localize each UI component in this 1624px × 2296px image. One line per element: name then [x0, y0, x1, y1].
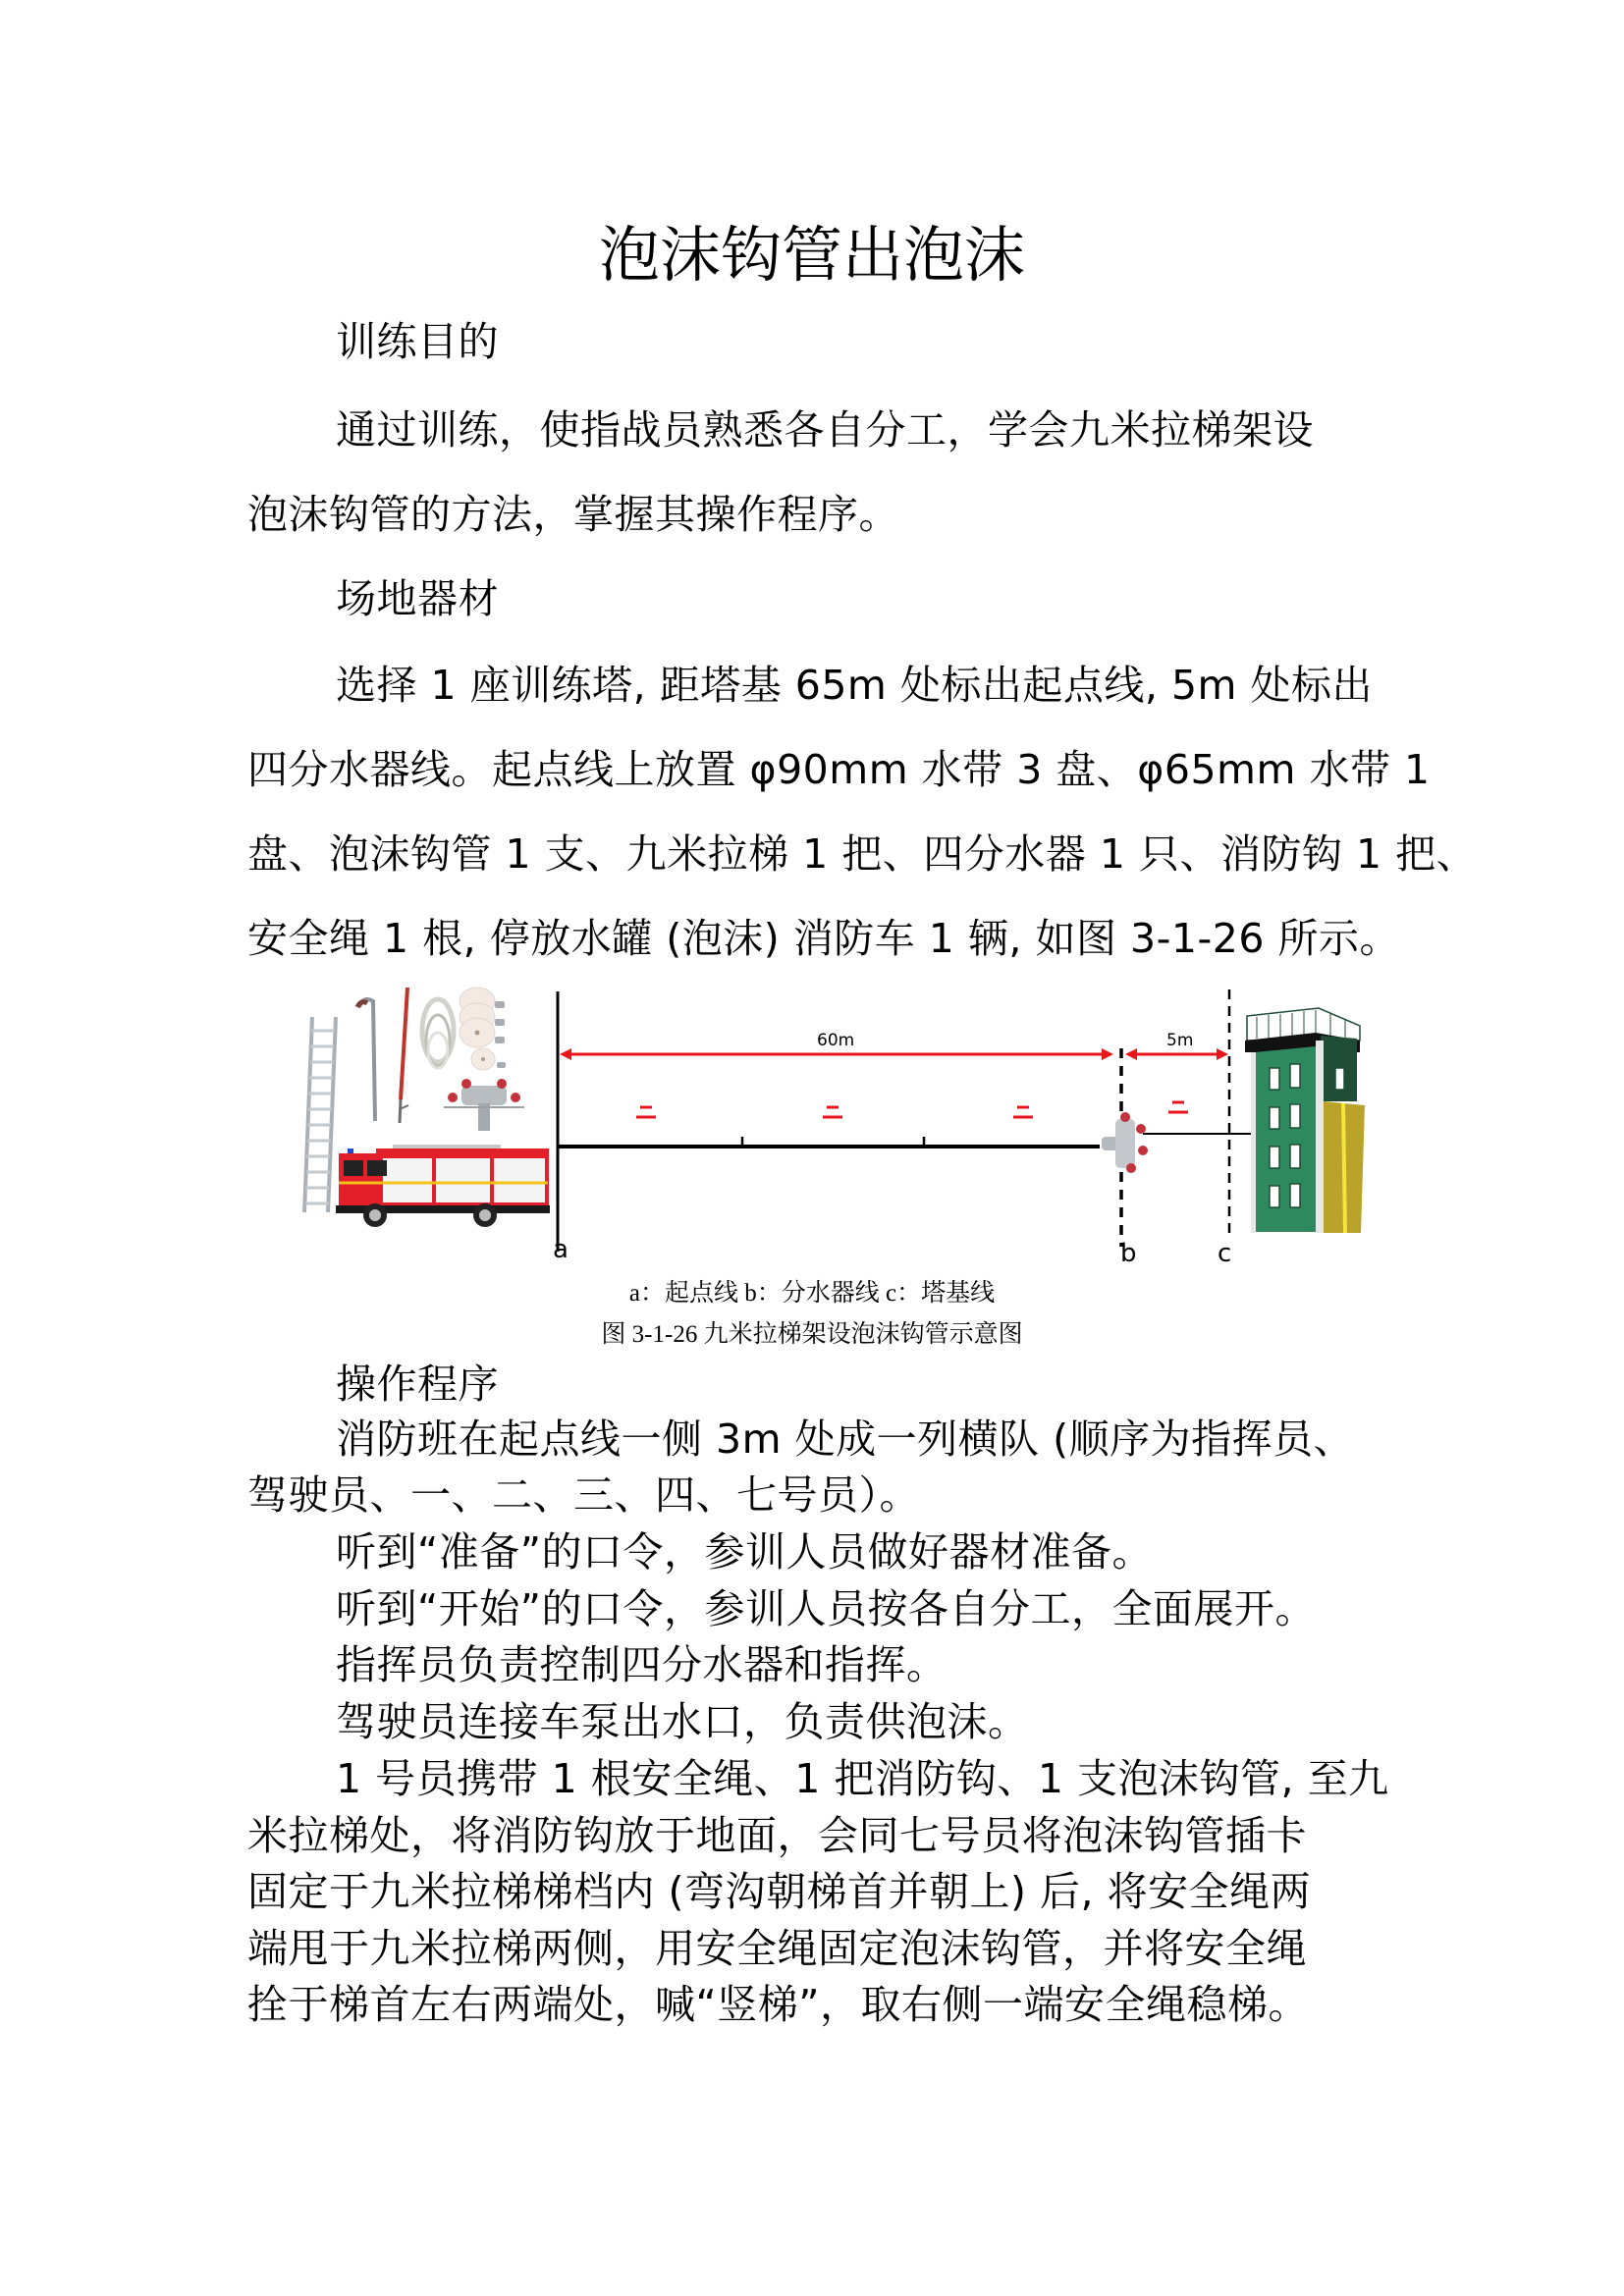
procedure-p6-line-1: 1 号员携带 1 根安全绳、1 把消防钩、1 支泡沫钩管, 至九 — [336, 1755, 1389, 1802]
label-b: b — [1120, 1239, 1137, 1268]
equipment-line-3: 盘、泡沫钩管 1 支、九米拉梯 1 把、四分水器 1 只、消防钩 1 把、 — [247, 830, 1478, 878]
procedure-p6-line-5: 拴于梯首左右两端处，喊“竖梯”，取右侧一端安全绳稳梯。 — [247, 1981, 1309, 2028]
fire-hook-icon — [400, 988, 408, 1123]
figure-legend: a：起点线 b：分水器线 c：塔基线 — [628, 1280, 996, 1307]
foam-hook-pipe-icon — [357, 999, 375, 1121]
procedure-p6-line-4: 端甩于九米拉梯两侧，用安全绳固定泡沫钩管，并将安全绳 — [247, 1925, 1307, 1972]
procedure-p4: 指挥员负责控制四分水器和指挥。 — [336, 1641, 947, 1688]
equipment-line-1: 选择 1 座训练塔, 距塔基 65m 处标出起点线, 5m 处标出 — [336, 662, 1374, 709]
procedure-p3: 听到“开始”的口令，参训人员按各自分工，全面展开。 — [336, 1585, 1316, 1632]
equipment-line-4: 安全绳 1 根, 停放水罐 (泡沫) 消防车 1 辆, 如图 3-1-26 所示。 — [247, 915, 1400, 962]
hose-marks — [636, 1102, 1188, 1117]
training-tower-icon — [1245, 1008, 1365, 1233]
procedure-p6-line-3: 固定于九米拉梯梯档内 (弯沟朝梯首并朝上) 后, 将安全绳两 — [247, 1868, 1312, 1915]
purpose-line-1: 通过训练，使指战员熟悉各自分工，学会九米拉梯架设 — [336, 406, 1314, 454]
section-heading-equipment: 场地器材 — [336, 575, 499, 622]
procedure-p1-line-2: 驾驶员、一、二、三、四、七号员）。 — [247, 1471, 920, 1519]
procedure-p2: 听到“准备”的口令，参训人员做好器材准备。 — [336, 1528, 1153, 1575]
label-c: c — [1218, 1239, 1232, 1268]
figure-diagram — [295, 982, 1434, 1276]
procedure-p6-line-2: 米拉梯处，将消防钩放于地面，会同七号员将泡沫钩管插卡 — [247, 1812, 1307, 1859]
label-a: a — [553, 1235, 568, 1264]
hose-rolls-icon — [460, 988, 506, 1070]
diagram-svg — [295, 982, 1434, 1276]
label-5m: 5m — [1166, 1031, 1194, 1050]
section-heading-procedure: 操作程序 — [336, 1361, 499, 1408]
document-title: 泡沫钩管出泡沫 — [598, 219, 1025, 291]
field-distributor-icon — [1102, 1112, 1148, 1173]
equipment-line-2: 四分水器线。起点线上放置 φ90mm 水带 3 盘、φ65mm 水带 1 — [247, 746, 1431, 793]
ladder-icon — [304, 1017, 336, 1212]
label-60m: 60m — [817, 1031, 855, 1050]
section-heading-purpose: 训练目的 — [336, 318, 499, 365]
procedure-p5: 驾驶员连接车泵出水口，负责供泡沫。 — [336, 1698, 1029, 1745]
fire-truck-icon — [336, 1145, 550, 1227]
figure-caption: 图 3-1-26 九米拉梯架设泡沫钩管示意图 — [601, 1321, 1023, 1348]
purpose-line-2: 泡沫钩管的方法，掌握其操作程序。 — [247, 491, 899, 538]
procedure-p1-line-1: 消防班在起点线一侧 3m 处成一列横队 (顺序为指挥员、 — [336, 1415, 1355, 1463]
safety-rope-icon — [422, 999, 454, 1068]
four-way-distributor-icon — [444, 1079, 524, 1131]
